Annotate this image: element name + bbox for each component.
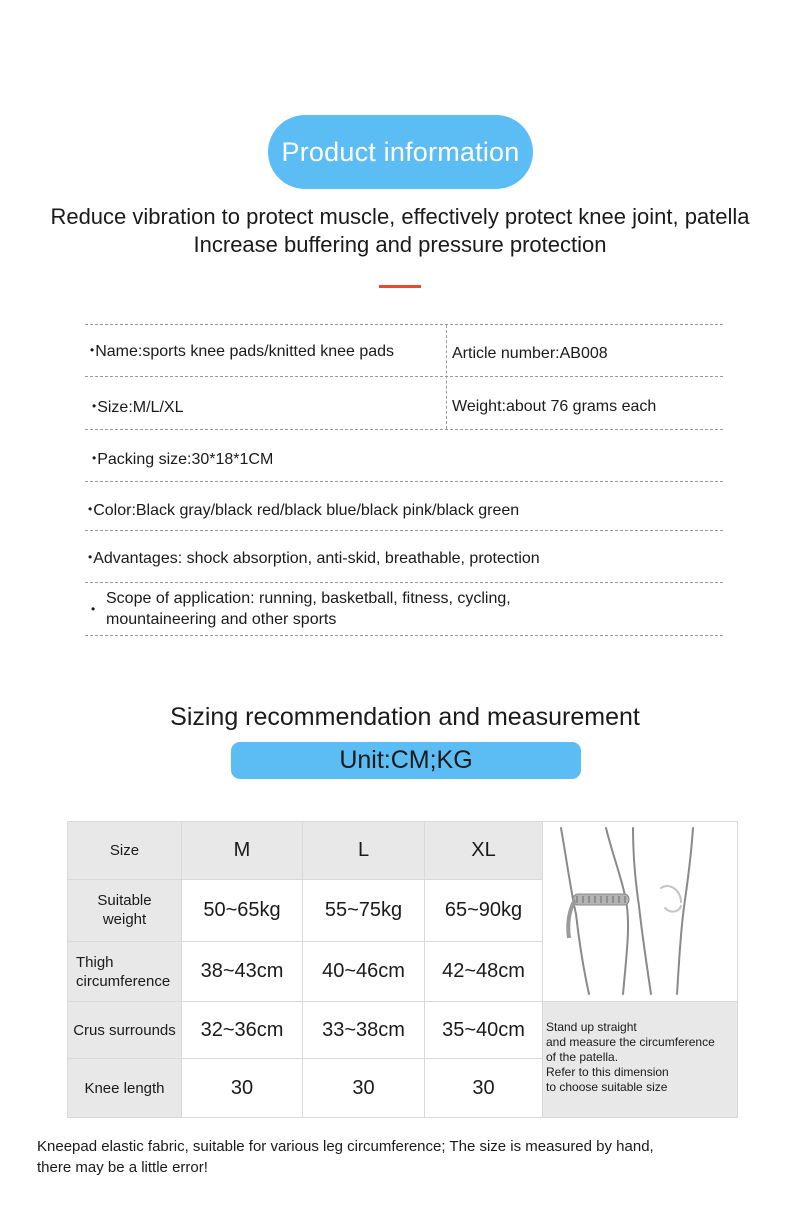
product-information-badge <box>268 115 533 189</box>
bullet-icon: • <box>91 602 96 616</box>
bullet-icon: • <box>90 343 95 357</box>
footer-note: Kneepad elastic fabric, suitable for various leg circumference; The size is measured by hand, there may be a little error! <box>37 1138 654 1176</box>
knee-measure-illustration <box>543 822 737 996</box>
weight-xl: 65~90kg <box>425 879 543 942</box>
crus-m: 32~36cm <box>182 1002 303 1059</box>
unit-label: Unit:CM;KG <box>339 746 473 774</box>
knee-length-l: 30 <box>303 1059 425 1118</box>
size-xl-header: XL <box>425 822 543 880</box>
size-table <box>67 821 738 1118</box>
tagline-line-2: Increase buffering and pressure protection <box>193 232 607 257</box>
spec-advantages: •Advantages: shock absorption, anti-skid, breathable, protection <box>88 550 540 567</box>
badge-label: Product information <box>281 136 520 167</box>
bullet-icon: • <box>88 502 93 516</box>
measurement-note: Stand up straight and measure the circumference of the patella. Refer to this dimension to choose suitable size <box>543 1002 738 1118</box>
spec-column-divider <box>446 325 447 429</box>
spec-divider <box>85 481 723 482</box>
unit-badge <box>231 742 581 779</box>
row-label-weight: Suitable weight <box>68 879 182 942</box>
spec-size: •Size:M/L/XL <box>92 399 184 416</box>
row-label-knee-length: Knee length <box>68 1059 182 1118</box>
spec-divider <box>85 324 723 325</box>
row-label-crus: Crus surrounds <box>68 1002 182 1059</box>
sizing-title: Sizing recommendation and measurement <box>170 703 640 731</box>
thigh-m: 38~43cm <box>182 942 303 1002</box>
bullet-icon: • <box>88 550 93 564</box>
table-row <box>68 1002 738 1059</box>
weight-m: 50~65kg <box>182 879 303 942</box>
spec-packing-size: •Packing size:30*18*1CM <box>92 451 274 468</box>
spec-divider <box>85 376 723 377</box>
thigh-l: 40~46cm <box>303 942 425 1002</box>
spec-weight: Weight:about 76 grams each <box>452 398 657 415</box>
spec-divider <box>85 582 723 583</box>
knee-length-m: 30 <box>182 1059 303 1118</box>
spec-divider <box>85 429 723 430</box>
table-header-row <box>68 822 738 880</box>
spec-color: •Color:Black gray/black red/black blue/black pink/black green <box>88 502 520 519</box>
thigh-xl: 42~48cm <box>425 942 543 1002</box>
size-l-header: L <box>303 822 425 880</box>
tagline-line-1: Reduce vibration to protect muscle, effectively protect knee joint, patella <box>50 204 750 229</box>
size-header-cell: Size <box>68 822 182 880</box>
bullet-icon: • <box>92 399 97 413</box>
spec-article-number: Article number:AB008 <box>452 345 608 362</box>
spec-name: •Name:sports knee pads/knitted knee pads <box>90 343 395 360</box>
row-label-thigh: Thigh circumference <box>68 942 182 1002</box>
accent-divider <box>379 285 421 288</box>
spec-scope-line-2: mountaineering and other sports <box>106 611 337 628</box>
spec-divider <box>85 530 723 531</box>
knee-diagram <box>543 822 738 1002</box>
crus-xl: 35~40cm <box>425 1002 543 1059</box>
spec-divider <box>85 635 723 636</box>
size-m-header: M <box>182 822 303 880</box>
spec-scope-line-1: Scope of application: running, basketball, fitness, cycling, <box>106 590 511 607</box>
bullet-icon: • <box>92 451 97 465</box>
crus-l: 33~38cm <box>303 1002 425 1059</box>
knee-length-xl: 30 <box>425 1059 543 1118</box>
weight-l: 55~75kg <box>303 879 425 942</box>
